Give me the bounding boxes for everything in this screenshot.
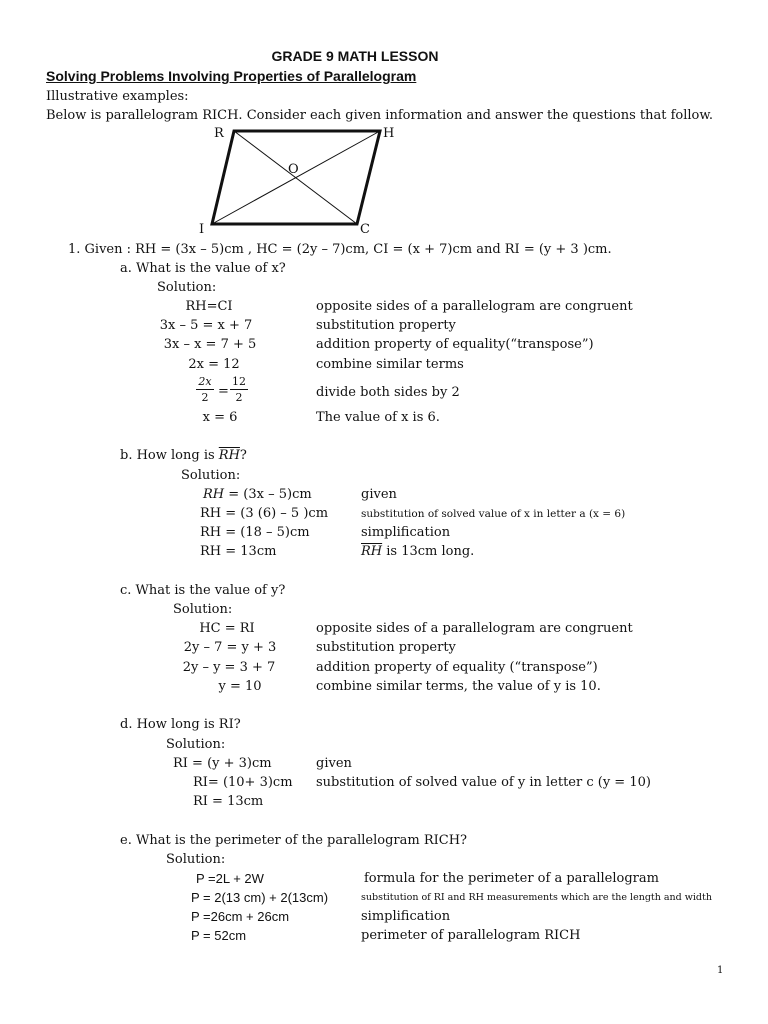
page-title: GRADE 9 MATH LESSON (271, 48, 439, 64)
step-eq: P =2L + 2W (196, 871, 264, 886)
step-eq: x = 6 (202, 410, 238, 425)
question-a: a. What is the value of x? (120, 261, 286, 276)
fraction-left (196, 375, 214, 404)
step-eq (203, 487, 312, 502)
step-reason: substitution property (316, 640, 456, 655)
vertex-label-h: H (383, 126, 395, 141)
intro-text: Illustrative examples: (46, 89, 189, 104)
fraction-left-numerator: 2x (198, 375, 212, 388)
step-eq: RI = (y + 3)cm (173, 756, 272, 771)
step-reason: The value of x is 6. (316, 410, 440, 425)
solution-label-b: Solution: (181, 468, 241, 483)
step-eq: RI= (10+ 3)cm (193, 775, 293, 790)
solution-label-c: Solution: (173, 602, 233, 617)
step-eq: RI = 13cm (193, 794, 264, 809)
solution-label-d: Solution: (166, 737, 226, 752)
step-eq: RH = (18 – 5)cm (200, 525, 310, 540)
segment-rh: $\overline{RH}$ (218, 448, 240, 463)
step-reason: given (361, 487, 397, 502)
step-reason: simplification (361, 525, 451, 540)
step-reason: addition property of equality(“transpose”) (316, 337, 594, 352)
center-label-o: O (288, 162, 299, 177)
step-eq-rest: = (3x – 5)cm (224, 487, 312, 502)
fraction-left-denominator: 2 (201, 391, 209, 404)
segment-rh: $\overline{RH}$ (361, 544, 383, 559)
step-reason: substitution property (316, 318, 456, 333)
step-eq: 3x – x = 7 + 5 (163, 337, 257, 352)
step-eq-italic: RH (203, 487, 225, 502)
step-reason: substitution of solved value of y in letter c (y = 10) (316, 775, 651, 790)
step-eq: RH = (3 (6) – 5 )cm (200, 506, 329, 521)
step-reason-rest: is 13cm long. (382, 544, 475, 559)
step-eq: 2y – y = 3 + 7 (182, 660, 276, 675)
lesson-subtitle: Solving Problems Involving Properties of Parallelogram (46, 68, 417, 84)
vertex-label-c: C (360, 222, 370, 237)
vertex-label-i: I (199, 222, 205, 237)
step-eq: y = 10 (218, 679, 262, 694)
question-b-suffix: ? (239, 448, 247, 463)
solution-label-e: Solution: (166, 852, 226, 867)
step-eq: RH=CI (185, 299, 233, 314)
step-eq: 2x = 12 (188, 357, 240, 372)
question-c: c. What is the value of y? (120, 583, 286, 598)
vertex-label-r: R (214, 126, 224, 141)
step-reason: simplification (361, 909, 451, 924)
fraction-right-numerator: 12 (232, 375, 246, 388)
instruction-text: Below is parallelogram RICH. Consider each given information and answer the questions that follow. (46, 108, 714, 123)
step-reason: opposite sides of a parallelogram are congruent (316, 621, 633, 636)
step-reason: addition property of equality (“transpose”) (316, 660, 598, 675)
given-statement: 1. Given : RH = (3x – 5)cm , HC = (2y – 7)cm, CI = (x + 7)cm and RI = (y + 3 )cm. (68, 242, 612, 257)
step-reason: opposite sides of a parallelogram are congruent (316, 299, 633, 314)
step-reason (361, 544, 474, 559)
question-b (120, 448, 247, 463)
step-reason: perimeter of parallelogram RICH (361, 928, 581, 943)
step-eq: P = 2(13 cm) + 2(13cm) (191, 890, 329, 905)
question-e: e. What is the perimeter of the parallelogram RICH? (120, 833, 468, 848)
step-eq: P = 52cm (191, 928, 247, 943)
step-eq: 3x – 5 = x + 7 (159, 318, 253, 333)
fraction-right-denominator: 2 (235, 391, 243, 404)
step-reason: formula for the perimeter of a parallelogram (364, 871, 659, 886)
step-reason: substitution of RI and RH measurements which are the length and width (361, 892, 712, 903)
step-reason: substitution of solved value of x in letter a (x = 6) (361, 508, 626, 520)
fraction-equals: = (218, 384, 229, 399)
page-number: 1 (717, 965, 724, 976)
step-eq: RH = 13cm (200, 544, 277, 559)
step-reason: divide both sides by 2 (316, 385, 460, 400)
step-eq: HC = RI (199, 621, 255, 636)
diagonal-hi (212, 131, 380, 224)
fraction-right (230, 375, 248, 404)
step-reason: given (316, 756, 352, 771)
step-reason: combine similar terms (316, 357, 464, 372)
step-eq: 2y – 7 = y + 3 (183, 640, 277, 655)
step-eq: P =26cm + 26cm (191, 909, 290, 924)
step-reason: combine similar terms, the value of y is 10. (316, 679, 601, 694)
solution-label-a: Solution: (157, 280, 217, 295)
question-d: d. How long is RI? (120, 717, 241, 732)
question-b-text: b. How long is (120, 448, 219, 463)
